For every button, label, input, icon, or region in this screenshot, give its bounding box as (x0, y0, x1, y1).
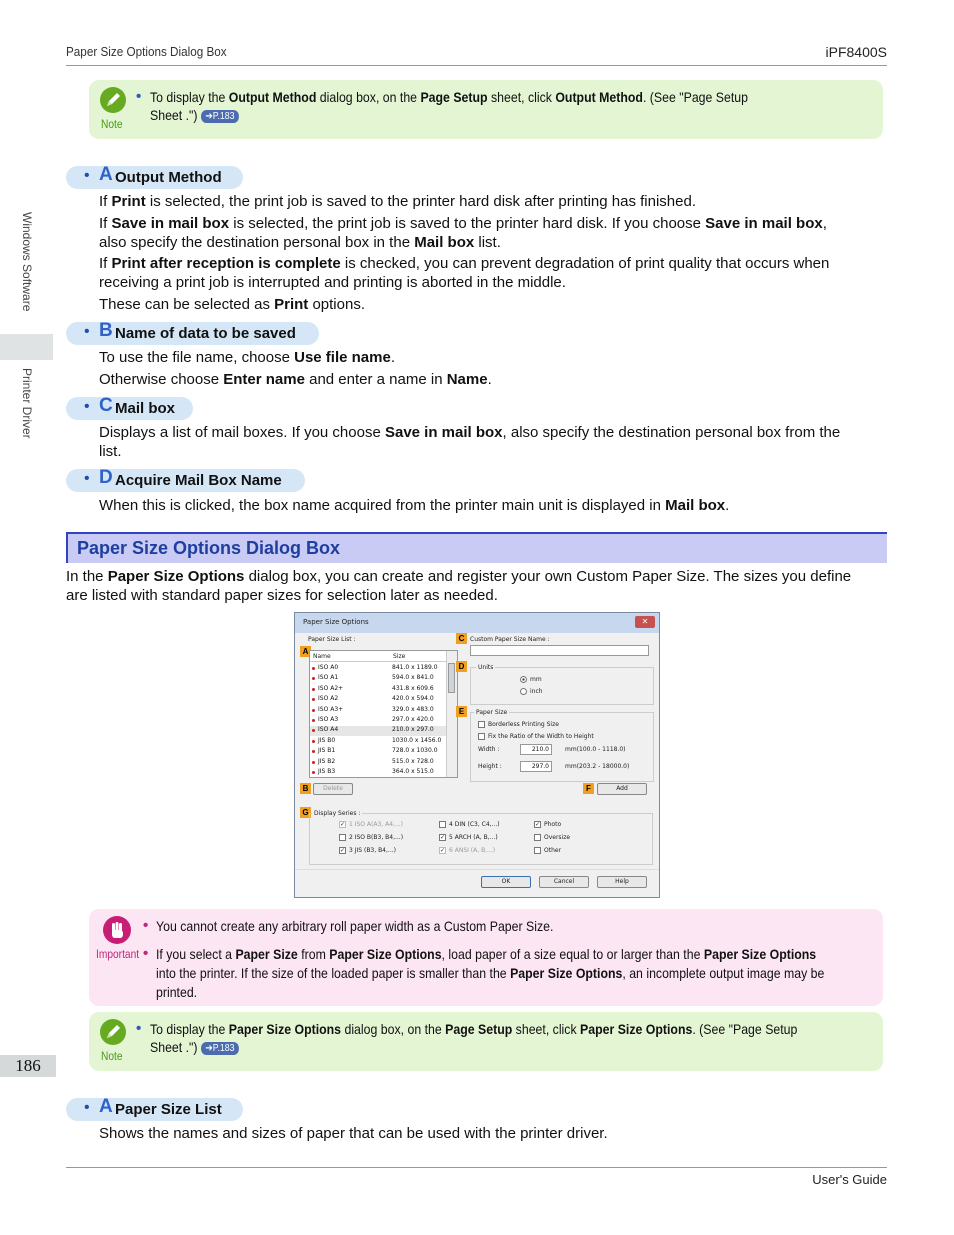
paper-size-row[interactable] (310, 695, 446, 705)
series-checkbox[interactable]: ✓ (340, 847, 346, 854)
paragraph: receiving a print job is interrupted and printing is aborted in the middle. (99, 274, 566, 291)
sidebar-windows-software: Windows Software (20, 212, 34, 312)
intro-paragraph: are listed with standard paper sizes for selection later as needed. (66, 587, 498, 604)
series-checkbox[interactable] (534, 834, 541, 841)
paper-size-row[interactable] (310, 758, 446, 768)
section-heading-paper-size-list: • A Paper Size List (66, 1098, 243, 1121)
paper-size-row[interactable] (310, 706, 446, 716)
paper-size-row[interactable] (310, 674, 446, 684)
series-checkbox[interactable] (339, 834, 346, 841)
series-label: Oversize (544, 834, 571, 841)
paragraph: When this is clicked, the box name acquired from the printer main unit is displayed in Mail box. (99, 497, 730, 514)
sidebar-printer-driver: Printer Driver (20, 368, 34, 439)
series-checkbox[interactable]: ✓ (440, 834, 446, 841)
inch-label: inch (530, 688, 543, 695)
paper-type-icon (312, 750, 315, 753)
paper-size: 329.0 x 483.0 (392, 705, 434, 713)
close-icon[interactable]: ✕ (635, 616, 655, 628)
fix-ratio-checkbox[interactable] (478, 733, 485, 740)
paragraph: To use the file name, choose Use file name. (99, 349, 396, 366)
paper-size: 728.0 x 1030.0 (392, 747, 438, 755)
paper-size: 515.0 x 728.0 (392, 757, 434, 765)
marker-e: E (456, 706, 467, 717)
series-label: 6 ANSI (A, B,...) (449, 847, 496, 854)
series-label: 3 JIS (B3, B4,...) (349, 847, 396, 854)
paper-size-list[interactable] (309, 650, 458, 778)
borderless-checkbox[interactable] (478, 721, 485, 728)
width-label: Width : (478, 746, 500, 753)
note-line-1: To display the Output Method dialog box, on the Page Setup sheet, click Output Method. (See "Page Setup (150, 89, 749, 105)
note-box (89, 1012, 883, 1071)
column-size: Size (393, 653, 406, 660)
paper-size: 594.0 x 841.0 (392, 674, 434, 682)
paper-size: 210.0 x 297.0 (392, 726, 434, 734)
help-button[interactable]: Help (597, 876, 647, 888)
units-label: Units (478, 664, 494, 671)
pencil-icon (100, 1019, 126, 1045)
important-line-1: You cannot create any arbitrary roll paper width as a Custom Paper Size. (156, 918, 554, 934)
cancel-button[interactable]: Cancel (539, 876, 589, 888)
paragraph: If Print is selected, the print job is saved to the printer hard disk after printing has finished. (99, 193, 696, 210)
page-number: 186 (0, 1055, 56, 1077)
custom-name-input[interactable] (470, 645, 649, 656)
paper-size-row[interactable] (310, 716, 446, 726)
hand-icon (103, 916, 131, 944)
paragraph: If Save in mail box is selected, the print job is saved to the printer hard disk. If you choose Save in mail box, (99, 215, 827, 232)
series-label: 4 DIN (C3, C4,...) (449, 821, 500, 828)
bullet: • (143, 917, 149, 934)
important-line-3: into the printer. If the size of the loaded paper is smaller than the Paper Size Options, an incomplete output image may be (156, 965, 825, 981)
paragraph: If Print after reception is complete is checked, you can prevent degradation of print quality that occurs when (99, 255, 830, 272)
important-line-4: printed. (156, 984, 198, 1000)
series-checkbox[interactable]: ✓ (535, 821, 541, 828)
paper-type-icon (312, 688, 315, 691)
series-label: Photo (544, 821, 562, 828)
custom-name-label: Custom Paper Size Name : (470, 636, 550, 643)
width-range: mm(100.0 - 1118.0) (565, 746, 626, 753)
paragraph: These can be selected as Print options. (99, 296, 365, 313)
series-label: Other (544, 847, 562, 854)
paper-name: ISO A0 (318, 664, 339, 671)
paper-size: 364.0 x 515.0 (392, 768, 434, 775)
paper-name: ISO A2 (318, 695, 339, 703)
note-label: Note (101, 117, 123, 131)
series-checkbox[interactable] (534, 847, 541, 854)
inch-radio[interactable] (520, 688, 527, 695)
page-ref-link[interactable]: ➔P.183 (201, 110, 239, 123)
bullet: • (136, 1020, 142, 1037)
model-name: iPF8400S (825, 44, 887, 60)
header-rule (66, 65, 887, 66)
borderless-label: Borderless Printing Size (488, 721, 559, 728)
mm-radio[interactable] (520, 676, 527, 683)
note-box (89, 80, 883, 139)
paper-name: JIS B2 (318, 757, 336, 765)
footer-text: User's Guide (812, 1172, 887, 1187)
height-range: mm(203.2 - 18000.0) (565, 763, 630, 770)
paper-size: 841.0 x 1189.0 (392, 664, 438, 671)
fix-ratio-label: Fix the Ratio of the Width to Height (488, 733, 594, 740)
marker-d: D (456, 661, 467, 672)
intro-paragraph: In the Paper Size Options dialog box, you can create and register your own Custom Paper Size. The sizes you define (66, 568, 852, 585)
marker-f: F (583, 783, 594, 794)
paragraph: Otherwise choose Enter name and enter a name in Name. (99, 371, 492, 388)
footer-rule (66, 1167, 887, 1168)
note-line-2: Sheet .") ➔P.183 (150, 106, 239, 125)
section-heading-output-method: • A Output Method (66, 166, 243, 189)
paper-size-label: Paper Size (476, 709, 508, 716)
series-checkbox[interactable]: ✓ (340, 821, 346, 828)
paper-type-icon (312, 698, 315, 701)
height-input[interactable]: 297.0 (520, 761, 552, 772)
paper-name: JIS B3 (318, 768, 336, 775)
paper-name: ISO A3+ (318, 705, 344, 713)
paper-type-icon (312, 771, 315, 774)
paper-type-icon (312, 740, 315, 743)
sidebar-tab (0, 334, 53, 360)
paper-size-row[interactable] (310, 726, 446, 736)
important-box (89, 909, 883, 1006)
paper-name: ISO A4 (318, 726, 339, 734)
height-label: Height : (478, 763, 502, 770)
paragraph: Shows the names and sizes of paper that can be used with the printer driver. (99, 1125, 608, 1142)
bullet: • (136, 88, 142, 105)
paragraph: list. (99, 443, 122, 460)
column-name: Name (313, 653, 331, 660)
series-checkbox[interactable]: ✓ (440, 847, 446, 854)
section-heading-mail-box: • C Mail box (66, 397, 193, 420)
paragraph: Displays a list of mail boxes. If you choose Save in mail box, also specify the destination personal box from the (99, 424, 841, 441)
paper-size-list-label: Paper Size List : (308, 636, 356, 643)
paper-size-row[interactable] (310, 768, 446, 778)
paper-size-row[interactable] (310, 747, 446, 757)
important-label: Important (96, 947, 140, 961)
note-line-2: Sheet .") ➔P.183 (150, 1038, 239, 1057)
paper-type-icon (312, 677, 315, 680)
paper-name: ISO A1 (318, 674, 339, 682)
paper-name: JIS B1 (318, 747, 336, 755)
paper-type-icon (312, 667, 315, 670)
paper-size: 431.8 x 609.6 (392, 684, 434, 692)
marker-c: C (456, 633, 467, 644)
section-title: Paper Size Options Dialog Box (66, 532, 887, 563)
series-checkbox[interactable] (439, 821, 446, 828)
series-label: 1 ISO A(A3, A4,...) (349, 821, 404, 828)
dialog-title-bar: Paper Size Options (295, 613, 659, 633)
section-heading-acquire-mail-box-name: • D Acquire Mail Box Name (66, 469, 305, 492)
paper-name: JIS B0 (318, 736, 336, 744)
display-series-label: Display Series : (314, 810, 361, 817)
paper-name: ISO A3 (318, 716, 339, 723)
add-button[interactable]: Add (597, 783, 647, 795)
paper-size: 1030.0 x 1456.0 (392, 736, 442, 744)
paragraph: also specify the destination personal box in the Mail box list. (99, 234, 501, 251)
ok-button[interactable]: OK (481, 876, 531, 888)
marker-b: B (300, 783, 311, 794)
marker-g: G (300, 807, 311, 818)
paper-size: 297.0 x 420.0 (392, 716, 434, 723)
running-header: Paper Size Options Dialog Box (66, 44, 227, 59)
mm-label: mm (530, 676, 542, 683)
important-line-2: If you select a Paper Size from Paper Size Options, load paper of a size equal to or larger than the Paper Size Options (156, 946, 817, 962)
paper-type-icon (312, 709, 315, 712)
delete-button[interactable]: Delete (313, 783, 353, 795)
paper-type-icon (312, 761, 315, 764)
paper-size-row[interactable] (310, 664, 446, 674)
marker-a: A (300, 646, 311, 657)
paper-name: ISO A2+ (318, 684, 344, 692)
units-group (470, 667, 654, 705)
series-label: 2 ISO B(B3, B4,...) (349, 834, 404, 841)
paper-type-icon (312, 719, 315, 722)
note-label: Note (101, 1049, 123, 1063)
paper-size: 420.0 x 594.0 (392, 695, 434, 703)
width-input[interactable]: 210.0 (520, 744, 552, 755)
series-label: 5 ARCH (A, B,...) (449, 834, 498, 841)
bullet: • (143, 945, 149, 962)
paper-size-row[interactable] (310, 685, 446, 695)
paper-type-icon (312, 729, 315, 732)
paper-size-row[interactable] (310, 737, 446, 747)
section-heading-name-of-data: • B Name of data to be saved (66, 322, 319, 345)
note-line-1: To display the Paper Size Options dialog box, on the Page Setup sheet, click Paper Size Options. (See "Page Setup (150, 1021, 798, 1037)
paper-size-options-dialog (294, 612, 660, 898)
page-ref-link[interactable]: ➔P.183 (201, 1042, 239, 1055)
pencil-icon (100, 87, 126, 113)
